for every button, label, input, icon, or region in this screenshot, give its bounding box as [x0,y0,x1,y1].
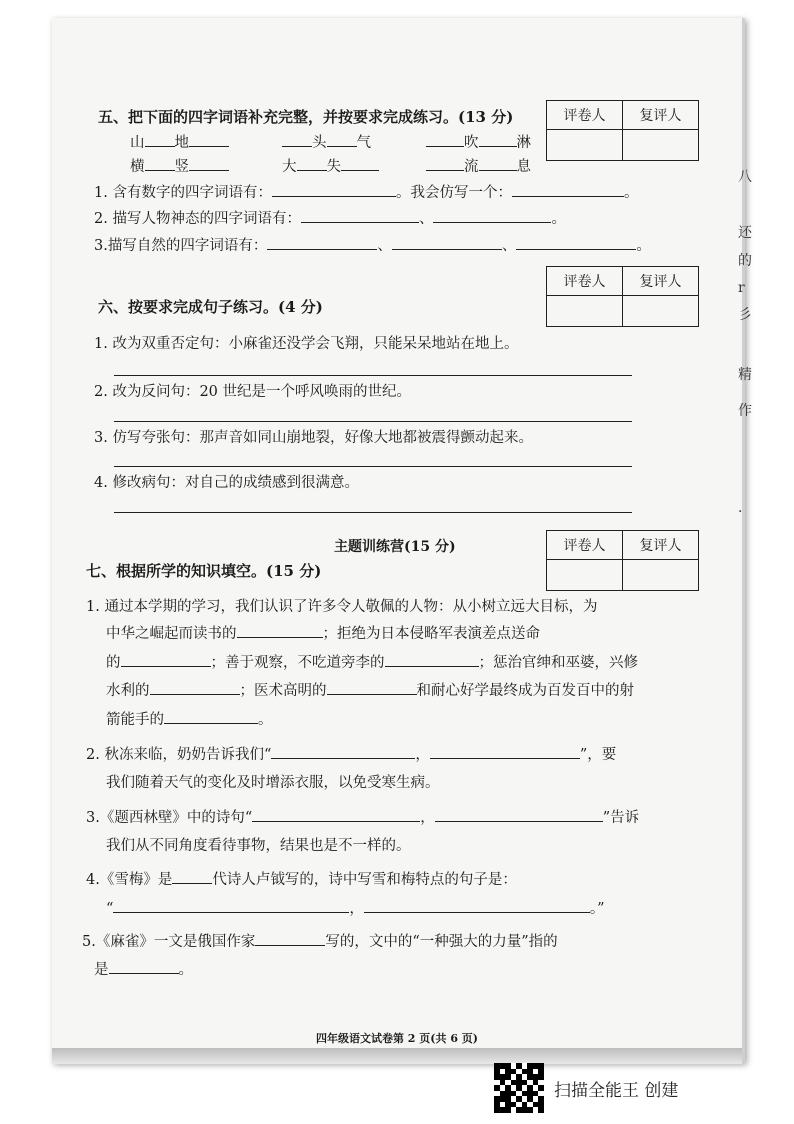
s7-q1-line5: 箭能手的 。 [106,712,273,728]
answer-line[interactable] [114,512,632,513]
grader-cell[interactable] [547,130,623,161]
page-footer: 四年级语文试卷第 2 页(共 6 页) [315,1032,479,1045]
section-7-heading: 七、根据所学的知识填空。(15 分) [86,562,322,580]
edge-char: 彡 [738,307,752,323]
idiom-item: 吹 淋 [426,131,531,152]
edge-char: r [738,280,745,296]
grader-label: 评卷人 [547,531,623,560]
idiom-item: 头 气 [282,131,371,152]
grader-label: 评卷人 [547,267,623,296]
s6-item-1: 1. 改为双重否定句：小麻雀还没学会飞翔，只能呆呆地站在地上。 [94,336,519,352]
s7-q5-line1: 5.《麻雀》一文是俄国作家 写的，文中的“一种强大的力量”指的 [82,934,558,950]
idiom-item: 山 地 [130,131,229,152]
grader-label: 评卷人 [547,101,623,130]
s6-item-3: 3. 仿写夸张句：那声音如同山崩地裂，好像大地都被震得颤动起来。 [94,430,533,446]
scan-shadow [52,1048,742,1064]
grade-box-7 [546,530,699,591]
grade-box-6 [546,266,699,327]
s7-q3-line1: 3.《题西林壁》中的诗句“ ， ”告诉 [86,810,640,826]
scanner-label: 扫描全能王 创建 [554,1080,679,1101]
reviewer-cell[interactable] [623,560,699,591]
edge-char: 作 [738,403,752,419]
reviewer-cell[interactable] [623,296,699,327]
edge-char: 的 [738,253,752,269]
answer-line[interactable] [114,466,632,467]
s7-q1-line4: 水利的 ；医术高明的 和耐心好学最终成为百发百中的射 [106,683,634,699]
edge-char: 还 [738,225,752,241]
s7-q2-line2: 我们随着天气的变化及时增添衣服，以免受寒生病。 [106,775,440,791]
s7-q5-line2: 是 。 [94,962,193,978]
reviewer-label: 复评人 [623,531,699,560]
theme-camp-title: 主题训练营(15 分) [334,539,456,555]
edge-char: . [738,500,743,516]
idiom-item: 流 息 [426,155,531,176]
s7-q1-line3: 的 ；善于观察，不吃道旁李的 ；惩治官绅和巫婆，兴修 [106,655,638,671]
s7-q3-line2: 我们从不同角度看待事物，结果也是不一样的。 [106,838,411,854]
s5-question-3: 3.描写自然的四字词语有： 、 、 。 [94,238,651,254]
s7-q4-line2: “ ， 。” [106,901,605,917]
grader-cell[interactable] [547,296,623,327]
grader-cell[interactable] [547,560,623,591]
qr-code-icon [494,1063,544,1113]
edge-char: 精 [738,367,752,383]
edge-char: 八 [738,169,752,185]
reviewer-label: 复评人 [623,267,699,296]
s5-question-1: 1. 含有数字的四字词语有： 。我会仿写一个： 。 [94,185,639,201]
idiom-item: 大 失 [282,155,379,176]
grade-box-5 [546,100,699,161]
exam-page [52,18,745,1063]
section-6-heading: 六、按要求完成句子练习。(4 分) [98,298,323,316]
s6-item-2: 2. 改为反问句：20 世纪是一个呼风唤雨的世纪。 [94,384,412,400]
s7-q4-line1: 4.《雪梅》是 代诗人卢钺写的，诗中写雪和梅特点的句子是： [86,872,517,888]
s7-q1-line1: 1. 通过本学期的学习，我们认识了许多令人敬佩的人物：从小树立远大目标，为 [86,599,598,615]
s5-question-2: 2. 描写人物神态的四字词语有： 、 。 [94,211,566,227]
answer-line[interactable] [114,375,632,376]
answer-line[interactable] [114,421,632,422]
s7-q2-line1: 2. 秋冻来临，奶奶告诉我们“ ， ”，要 [86,747,617,763]
idiom-item: 横 竖 [130,155,229,176]
scanner-watermark [494,1063,678,1113]
section-5-heading: 五、把下面的四字词语补充完整，并按要求完成练习。(13 分) [98,108,514,126]
reviewer-cell[interactable] [623,130,699,161]
s7-q1-line2: 中华之崛起而读书的 ；拒绝为日本侵略军表演差点送命 [106,626,540,642]
s6-item-4: 4. 修改病句：对自己的成绩感到很满意。 [94,475,359,491]
reviewer-label: 复评人 [623,101,699,130]
